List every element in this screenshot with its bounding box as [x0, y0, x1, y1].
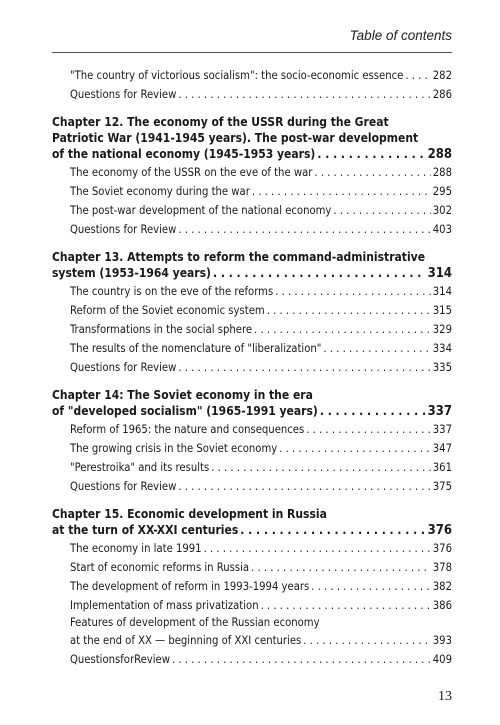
toc-entry[interactable] — [52, 458, 452, 477]
toc-entry-title: Questions for Review — [70, 480, 177, 493]
chapter-title-line: Patriotic War (1941-1945 years). The post-war development — [52, 131, 419, 145]
toc-entry[interactable] — [52, 577, 452, 596]
chapter-title-line: Chapter 13. Attempts to reform the command-administrative — [52, 250, 426, 264]
chapter-page: 337 — [427, 404, 452, 419]
header-rule — [52, 52, 452, 53]
leader-dots — [213, 265, 426, 281]
toc-entry[interactable] — [52, 650, 452, 669]
chapter-page: 314 — [427, 266, 452, 281]
toc-entry-page: 334 — [432, 342, 452, 355]
toc-entry-page: 282 — [432, 69, 452, 82]
chapter-13 — [52, 249, 452, 377]
chapter-14 — [52, 387, 452, 496]
leader-dots — [311, 577, 431, 596]
leader-dots — [303, 631, 431, 650]
toc-entry-page: 335 — [432, 361, 452, 374]
toc-entry-title: QuestionsforReview — [70, 653, 170, 666]
leader-dots — [314, 163, 430, 182]
toc-entry-page: 329 — [432, 323, 452, 336]
chapter-title-last: of the national economy (1945-1953 years) — [52, 147, 316, 161]
toc-entry-page: 295 — [432, 185, 452, 198]
toc-entry[interactable] — [52, 339, 452, 358]
leader-dots — [178, 477, 430, 496]
toc-entry-page: 302 — [432, 204, 452, 217]
toc-entry-title: Transformations in the social sphere — [70, 323, 253, 336]
toc-entry-page: 375 — [432, 480, 452, 493]
leader-dots — [323, 339, 430, 358]
leader-dots — [252, 182, 431, 201]
leader-dots — [240, 522, 425, 538]
toc-entry-title: The Soviet economy during the war — [70, 185, 250, 198]
chapter-heading-entry[interactable] — [52, 146, 452, 163]
toc-entry-page: 386 — [432, 599, 452, 612]
toc-entry[interactable] — [52, 182, 452, 201]
chapter-title-line: Chapter 15. Economic development in Russia — [52, 507, 327, 521]
toc-entry[interactable] — [52, 85, 452, 104]
toc-entry-title: The country is on the eve of the reforms — [70, 285, 274, 298]
toc-entry[interactable] — [52, 320, 452, 339]
leader-dots — [211, 458, 431, 477]
toc-entry-page: 393 — [432, 634, 452, 647]
toc-entry-title: The growing crisis in the Soviet economy — [70, 442, 278, 455]
toc-entry-page: 361 — [432, 461, 452, 474]
toc-entry-page: 315 — [432, 304, 452, 317]
toc-entry[interactable] — [52, 163, 452, 182]
toc-entry[interactable] — [52, 301, 452, 320]
toc-entry-title: Start of economic reforms in Russia — [70, 561, 250, 574]
leader-dots — [275, 282, 431, 301]
leader-dots — [261, 596, 431, 615]
toc-entry-title: at the end of XX — beginning of XXI centuries — [70, 634, 302, 647]
leader-dots — [306, 420, 431, 439]
leader-dots — [320, 403, 426, 419]
toc-entry-page: 347 — [432, 442, 452, 455]
toc-entry-title: "Perestroika" and its results — [70, 461, 210, 474]
chapter-heading-entry[interactable] — [52, 403, 452, 420]
toc-entry-page: 378 — [432, 561, 452, 574]
toc-entry[interactable] — [52, 220, 452, 239]
chapter-title-line: Chapter 12. The economy of the USSR during the Great — [52, 115, 389, 129]
leader-dots — [279, 439, 431, 458]
chapter-12 — [52, 114, 452, 239]
leader-dots — [317, 146, 425, 162]
toc-entry-page: 286 — [432, 88, 452, 101]
toc-entry[interactable] — [52, 282, 452, 301]
leader-dots — [178, 220, 430, 239]
toc-entry-page: 337 — [432, 423, 452, 436]
leader-dots — [251, 558, 431, 577]
chapter-page: 376 — [427, 523, 452, 538]
toc-entry-page: 409 — [432, 653, 452, 666]
leader-dots — [178, 85, 430, 104]
toc-entry-title: "The country of victorious socialism": the socio-economic essence — [70, 69, 404, 82]
chapter-page: 288 — [427, 147, 452, 162]
table-of-contents — [52, 66, 452, 669]
toc-entry-title: Questions for Review — [70, 88, 177, 101]
chapter-title-line: Chapter 14: The Soviet economy in the era — [52, 388, 313, 402]
page-number: 13 — [438, 689, 452, 704]
toc-entry-title: The economy in late 1991 — [70, 542, 202, 555]
leader-dots — [172, 650, 431, 669]
leader-dots — [333, 201, 430, 220]
chapter-heading-entry[interactable] — [52, 522, 452, 539]
toc-entry[interactable] — [52, 539, 452, 558]
toc-entry[interactable] — [52, 66, 452, 85]
toc-entry-title: Questions for Review — [70, 361, 177, 374]
toc-entry-page: 382 — [432, 580, 452, 593]
leader-dots — [405, 66, 430, 85]
toc-entry[interactable] — [52, 558, 452, 577]
chapter-title-last: of "developed socialism" (1965-1991 years) — [52, 404, 318, 418]
toc-entry-title: Implementation of mass privatization — [70, 599, 259, 612]
toc-entry-page: 314 — [432, 285, 452, 298]
toc-entry-title: The post-war development of the national economy — [70, 204, 332, 217]
toc-entry-title: Reform of 1965: the nature and consequences — [70, 423, 305, 436]
chapter-15 — [52, 506, 452, 669]
toc-entry[interactable] — [52, 477, 452, 496]
toc-entry[interactable] — [52, 201, 452, 220]
leader-dots — [267, 301, 431, 320]
chapter-heading-entry[interactable] — [52, 265, 452, 282]
toc-entry-title: The results of the nomenclature of "liberalization" — [70, 342, 322, 355]
toc-entry-title: The economy of the USSR on the eve of the war — [70, 166, 313, 179]
chapter-title-last: system (1953-1964 years) — [52, 266, 211, 280]
toc-entry[interactable] — [52, 596, 452, 615]
toc-entry-title: The development of reform in 1993-1994 years — [70, 580, 310, 593]
toc-entry[interactable] — [52, 631, 452, 650]
running-header: Table of contents — [349, 28, 452, 43]
toc-entry-page: 376 — [432, 542, 452, 555]
toc-entry-title: Reform of the Soviet economic system — [70, 304, 265, 317]
toc-entry[interactable] — [52, 420, 452, 439]
toc-entry[interactable] — [52, 439, 452, 458]
toc-entry[interactable] — [52, 358, 452, 377]
toc-entry-page: 288 — [432, 166, 452, 179]
chapter-title-last: at the turn of XX-XXI centuries — [52, 523, 239, 537]
leader-dots — [254, 320, 431, 339]
leader-dots — [178, 358, 430, 377]
toc-entry-title: Questions for Review — [70, 223, 177, 236]
leader-dots — [204, 539, 431, 558]
toc-entry-page: 403 — [432, 223, 452, 236]
toc-entry-title-first-line: Features of development of the Russian economy — [70, 616, 320, 629]
